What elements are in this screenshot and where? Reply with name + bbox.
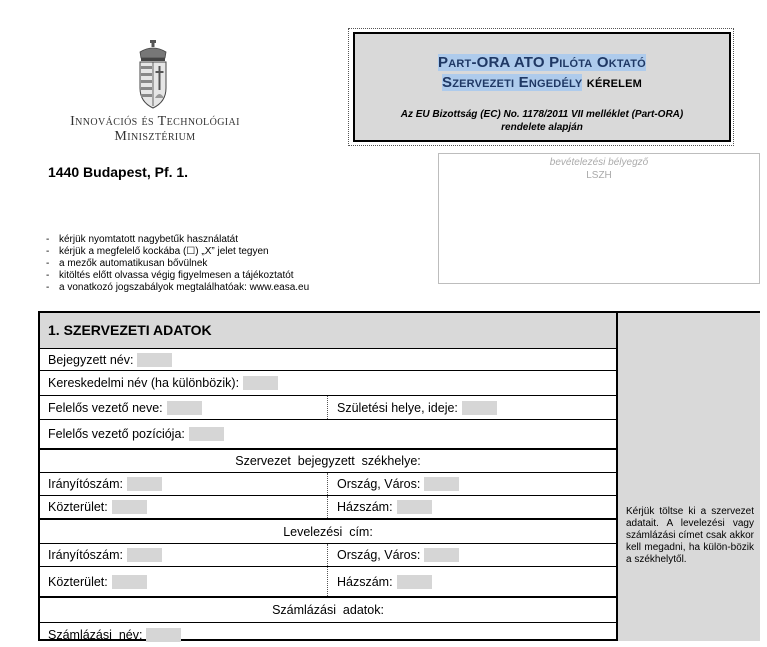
row-billing-name <box>40 623 616 647</box>
mail-house-label: Házszám: <box>337 574 393 589</box>
mail-header: Levelezési cím: <box>283 524 373 539</box>
instruction-item: - a mezők automatikusan bővülnek <box>46 258 309 270</box>
hq-street-field[interactable] <box>112 500 147 514</box>
instruction-item: - kérjük nyomtatott nagybetűk használatát <box>46 234 309 246</box>
title-box <box>353 32 731 142</box>
form-title-line1 <box>355 54 729 71</box>
row-hq-zip <box>40 473 616 496</box>
billing-header: Számlázási adatok: <box>272 603 384 617</box>
row-billing-header <box>40 598 616 623</box>
section-header <box>40 313 616 349</box>
row-mail-zip <box>40 544 616 567</box>
stamp-label: bevételezési bélyegző <box>549 157 649 168</box>
row-hq-header <box>40 450 616 473</box>
manager-name-label: Felelős vezető neve: <box>48 400 163 415</box>
mail-country-field[interactable] <box>424 548 459 562</box>
manager-name-field[interactable] <box>167 401 202 415</box>
regulation-line2: rendelete alapján <box>501 122 583 133</box>
trade-name-label: Kereskedelmi név (ha különbözik): <box>48 376 240 390</box>
mail-street-field[interactable] <box>112 575 147 589</box>
billing-name-field[interactable] <box>146 628 181 642</box>
row-manager <box>40 396 616 420</box>
row-registered-name <box>40 349 616 371</box>
registered-name-field[interactable] <box>137 353 172 367</box>
instruction-item: - a vonatkozó jogszabályok megtalálhatóak: www.easa.eu <box>46 282 309 294</box>
birth-field[interactable] <box>462 401 497 415</box>
section-title: 1. SZERVEZETI ADATOK <box>48 322 212 338</box>
instruction-item: - kérjük a megfelelő kockába (☐) „X” jelet tegyen <box>46 246 309 258</box>
birth-label: Születési helye, ideje: <box>337 400 458 415</box>
ministry-name-line2: Minisztérium <box>114 129 196 144</box>
coat-of-arms-logo <box>136 40 170 112</box>
stamp-authority: LSZH <box>586 170 612 181</box>
row-hq-street <box>40 496 616 520</box>
mail-zip-label: Irányítószám: <box>48 548 124 562</box>
hq-country-label: Ország, Város: <box>337 477 421 491</box>
billing-name-label: Számlázási név: <box>48 628 143 642</box>
hq-house-label: Házszám: <box>337 500 393 514</box>
manager-position-field[interactable] <box>189 427 224 441</box>
registered-name-label: Bejegyzett név: <box>48 352 134 367</box>
trade-name-field[interactable] <box>243 376 278 390</box>
postal-address: 1440 Budapest, Pf. 1. <box>48 164 189 180</box>
row-mail-header <box>40 520 616 544</box>
side-note: Kérjük töltse ki a szervezet adatait. A levelezési vagy számlázási címet csak akkor kell megadni, ha külön-bözik a székhelytől. <box>626 506 754 565</box>
hq-zip-field[interactable] <box>127 477 162 491</box>
mail-house-field[interactable] <box>397 575 432 589</box>
instruction-item: - kitöltés előtt olvassa végig figyelmesen a tájékoztatót <box>46 270 309 282</box>
hq-country-field[interactable] <box>424 477 459 491</box>
hq-zip-label: Irányítószám: <box>48 477 124 491</box>
ministry-name <box>40 114 270 144</box>
form-title-rest: kérelem <box>582 74 642 91</box>
mail-zip-field[interactable] <box>127 548 162 562</box>
row-trade-name <box>40 371 616 396</box>
form-title-line1-text: Part-ORA ATO Pilóta Oktató <box>438 54 646 71</box>
mail-street-label: Közterület: <box>48 574 108 589</box>
row-mail-street <box>40 567 616 598</box>
organization-data-form <box>38 311 760 641</box>
hq-street-label: Közterület: <box>48 500 108 514</box>
row-manager-position <box>40 420 616 450</box>
form-title-highlight: Szervezeti Engedély <box>441 74 583 91</box>
side-note-column <box>616 313 760 641</box>
stamp-box <box>438 153 760 284</box>
hq-header: Szervezet bejegyzett székhelye: <box>235 454 421 468</box>
ministry-name-line1: Innovációs és Technológiai <box>70 114 240 129</box>
mail-country-label: Ország, Város: <box>337 548 421 562</box>
instructions-list <box>46 234 309 294</box>
form-title-line2 <box>355 74 729 91</box>
hq-house-field[interactable] <box>397 500 432 514</box>
regulation-line1: Az EU Bizottság (EC) No. 1178/2011 VII melléklet (Part-ORA) <box>400 109 684 120</box>
manager-position-label: Felelős vezető pozíciója: <box>48 427 185 441</box>
